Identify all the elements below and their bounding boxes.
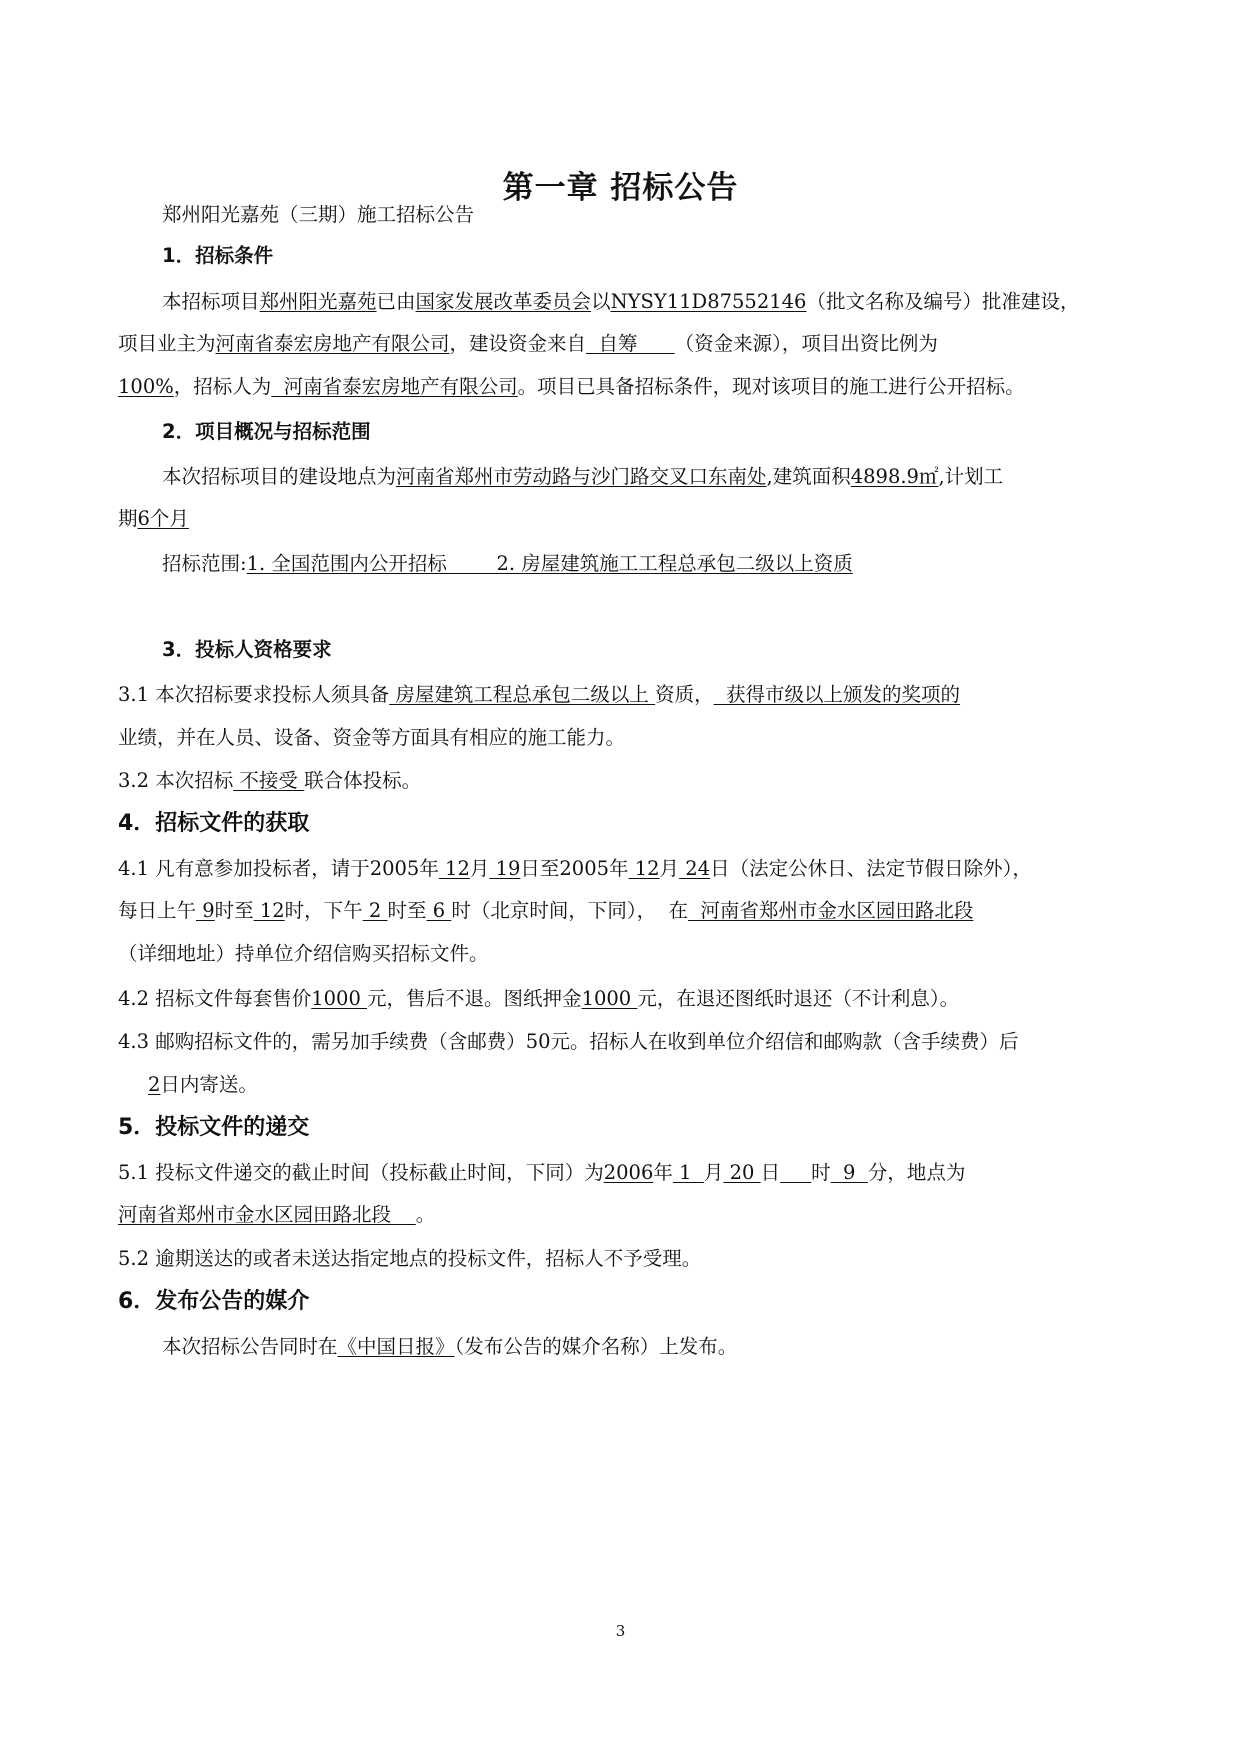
project-owner: 河南省泰宏房地产有限公司 bbox=[215, 332, 450, 355]
section-4-line-3: （详细地址）持单位介绍信购买招标文件。 bbox=[118, 942, 489, 965]
section-6-line-1 bbox=[162, 1333, 737, 1361]
text: 月 bbox=[469, 857, 490, 880]
section-3-line-3 bbox=[118, 767, 421, 795]
section-4-line-4 bbox=[118, 985, 959, 1013]
text: 时（北京时间，下同）， 在 bbox=[451, 899, 688, 922]
text: 联合体投标。 bbox=[304, 769, 422, 792]
section-4-line-1 bbox=[118, 855, 1032, 883]
page-number: 3 bbox=[615, 1622, 626, 1640]
deadline-minute: 9 bbox=[830, 1161, 868, 1184]
deadline-year: 2006 bbox=[603, 1161, 654, 1184]
consortium-acceptance: 不接受 bbox=[233, 769, 305, 792]
section-3-line-1 bbox=[118, 681, 960, 709]
tender-scope: 1. 全国范围内公开招标 2. 房屋建筑施工工程总承包二级以上资质 bbox=[246, 552, 853, 575]
text: 本招标项目 bbox=[162, 290, 260, 313]
text: （发布公告的媒介名称）上发布。 bbox=[454, 1335, 738, 1358]
text: 每日上午 bbox=[118, 899, 197, 922]
section-5-heading: 5．投标文件的递交 bbox=[118, 1115, 310, 1140]
tenderer: 河南省泰宏房地产有限公司 bbox=[271, 375, 518, 398]
fund-source: 自筹 bbox=[586, 332, 675, 355]
section-1-line-2 bbox=[118, 330, 938, 358]
text: （资金来源），项目出资比例为 bbox=[674, 332, 938, 355]
chapter-title: 第一章 招标公告 bbox=[502, 170, 739, 206]
text: 5.1 投标文件递交的截止时间（投标截止时间，下同）为 bbox=[118, 1161, 604, 1184]
media-name: 《中国日报》 bbox=[337, 1335, 455, 1358]
section-5-line-2 bbox=[118, 1201, 435, 1229]
morning-start: 9 bbox=[196, 899, 215, 922]
text: 4.1 凡有意参加投标者，请于2005年 bbox=[118, 857, 439, 880]
morning-end: 12 bbox=[253, 899, 285, 922]
text: 月 bbox=[703, 1161, 724, 1184]
text: 本次招标公告同时在 bbox=[162, 1335, 338, 1358]
section-1-line-3 bbox=[118, 373, 1025, 401]
funding-ratio: 100% bbox=[118, 375, 174, 398]
end-month: 12 bbox=[628, 857, 660, 880]
text: 时，下午 bbox=[284, 899, 363, 922]
approval-number: NYSY11D87552146 bbox=[610, 290, 807, 313]
text: 4.2 招标文件每套售价 bbox=[118, 987, 312, 1010]
qualification: 房屋建筑工程总承包二级以上 bbox=[389, 683, 656, 706]
section-4-line-2 bbox=[118, 897, 973, 925]
building-area: 4898.9㎡ bbox=[850, 465, 939, 488]
mailing-days: 2 bbox=[148, 1073, 161, 1096]
performance-requirement: 获得市级以上颁发的奖项的 bbox=[713, 683, 961, 706]
text: （批文名称及编号）批准建设， bbox=[806, 290, 1080, 313]
afternoon-start: 2 bbox=[362, 899, 388, 922]
text: ，建设资金来自 bbox=[449, 332, 587, 355]
section-3-heading: 3．投标人资格要求 bbox=[162, 638, 332, 661]
text: 。项目已具备招标条件，现对该项目的施工进行公开招标。 bbox=[517, 375, 1025, 398]
section-3-line-2: 业绩，并在人员、设备、资金等方面具有相应的施工能力。 bbox=[118, 726, 626, 749]
document-price: 1000 bbox=[311, 987, 368, 1010]
text: 以 bbox=[591, 290, 611, 313]
text: ,建筑面积 bbox=[766, 465, 851, 488]
construction-site: 河南省郑州市劳动路与沙门路交叉口东南处 bbox=[396, 465, 767, 488]
section-1-line-1 bbox=[162, 288, 1079, 316]
text: 时至 bbox=[214, 899, 254, 922]
text: 分，地点为 bbox=[867, 1161, 966, 1184]
section-5-line-1 bbox=[118, 1159, 965, 1187]
text: ，招标人为 bbox=[173, 375, 272, 398]
drawing-deposit: 1000 bbox=[581, 987, 638, 1010]
section-2-line-1 bbox=[162, 463, 1003, 491]
approval-authority: 国家发展改革委员会 bbox=[415, 290, 592, 313]
text: 资质， bbox=[655, 683, 714, 706]
text: 月 bbox=[659, 857, 680, 880]
deadline-day: 20 bbox=[723, 1161, 761, 1184]
text: 3.1 本次招标要求投标人须具备 bbox=[118, 683, 390, 706]
notice-title: 郑州阳光嘉苑（三期）施工招标公告 bbox=[162, 203, 475, 226]
text: ,计划工 bbox=[938, 465, 1004, 488]
section-2-line-3 bbox=[162, 550, 853, 578]
start-month: 12 bbox=[438, 857, 470, 880]
start-day: 19 bbox=[489, 857, 521, 880]
section-6-heading: 6．发布公告的媒介 bbox=[118, 1289, 310, 1314]
project-name: 郑州阳光嘉苑 bbox=[259, 290, 377, 313]
text: 时至 bbox=[387, 899, 427, 922]
text: 日至2005年 bbox=[520, 857, 629, 880]
section-4-line-6 bbox=[148, 1071, 258, 1099]
text: 日（法定公休日、法定节假日除外）， bbox=[710, 857, 1032, 880]
text: 招标范围: bbox=[162, 552, 247, 575]
text: 时 bbox=[811, 1161, 831, 1184]
text: 元，在退还图纸时退还（不计利息）。 bbox=[637, 987, 960, 1010]
text: 3.2 本次招标 bbox=[118, 769, 234, 792]
section-2-line-2 bbox=[118, 505, 189, 533]
section-2-heading: 2．项目概况与招标范围 bbox=[162, 420, 371, 443]
text: 已由 bbox=[376, 290, 416, 313]
section-5-line-3: 5.2 逾期送达的或者未送达指定地点的投标文件，招标人不予受理。 bbox=[118, 1247, 702, 1270]
section-4-line-5: 4.3 邮购招标文件的，需另加手续费（含邮费）50元。招标人在收到单位介绍信和邮购款（含手续费）后 bbox=[118, 1030, 1019, 1053]
section-1-heading: 1．招标条件 bbox=[162, 244, 274, 267]
text: 日内寄送。 bbox=[160, 1073, 258, 1096]
text: 期 bbox=[118, 507, 138, 530]
submission-address: 河南省郑州市金水区园田路北段 bbox=[118, 1203, 416, 1226]
text: 日 bbox=[760, 1161, 781, 1184]
text: 元，售后不退。图纸押金 bbox=[367, 987, 582, 1010]
text: 项目业主为 bbox=[118, 332, 216, 355]
text: 本次招标项目的建设地点为 bbox=[162, 465, 397, 488]
text: 年 bbox=[653, 1161, 673, 1184]
deadline-month: 1 bbox=[672, 1161, 704, 1184]
purchase-address: 河南省郑州市金水区园田路北段 bbox=[687, 899, 974, 922]
text: 。 bbox=[415, 1203, 436, 1226]
end-day: 24 bbox=[679, 857, 711, 880]
deadline-hour bbox=[780, 1161, 811, 1184]
section-4-heading: 4．招标文件的获取 bbox=[118, 811, 310, 836]
construction-period: 6个月 bbox=[137, 507, 189, 530]
afternoon-end: 6 bbox=[426, 899, 452, 922]
